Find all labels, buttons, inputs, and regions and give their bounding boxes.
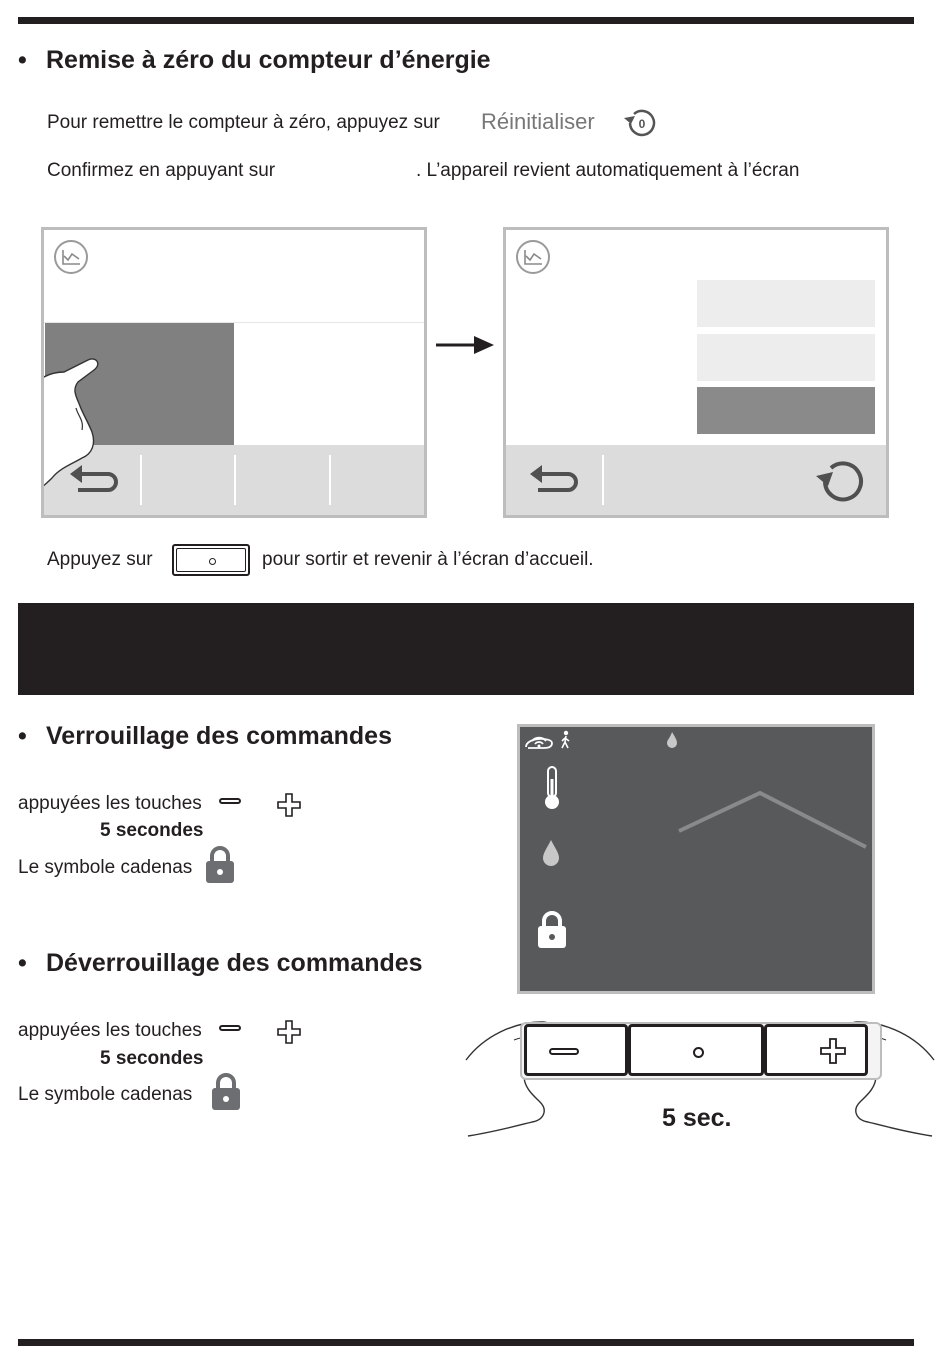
menu-option[interactable] — [697, 280, 875, 327]
unlock-duration: 5 secondes — [100, 1048, 204, 1069]
flame-icon — [666, 731, 678, 749]
press-duration-label: 5 sec. — [662, 1104, 732, 1132]
chart-icon — [54, 240, 88, 274]
drop-icon — [542, 839, 560, 867]
toolbar-separator — [234, 455, 236, 505]
reset-small-icon — [620, 106, 658, 140]
thermostat-screen — [517, 724, 875, 994]
reset-section-title: • Remise à zéro du compteur d’énergie — [18, 46, 491, 74]
toolbar-separator — [602, 455, 604, 505]
wifi-icon — [522, 729, 556, 751]
plus-icon — [276, 792, 302, 818]
device-keypad — [464, 1016, 936, 1142]
unlock-section-title: • Déverrouillage des commandes — [18, 949, 423, 977]
screen-after — [503, 227, 889, 518]
plus-icon — [819, 1037, 847, 1065]
bottom-rule — [18, 1339, 914, 1346]
plus-key-button[interactable] — [764, 1024, 868, 1076]
lock-section-title: • Verrouillage des commandes — [18, 722, 392, 750]
reset-instruction-line2-rest: . L’appareil revient automatiquement à l’écran — [416, 160, 800, 181]
toolbar-separator — [140, 455, 142, 505]
exit-instruction-suffix: pour sortir et revenir à l’écran d’accueil. — [262, 549, 594, 570]
padlock-icon — [210, 1071, 242, 1111]
menu-option[interactable] — [697, 334, 875, 381]
roof-graphic — [676, 787, 872, 853]
exit-instruction-prefix: Appuyez sur — [47, 549, 153, 570]
padlock-icon — [204, 844, 236, 884]
reset-instruction-line1: Pour remettre le compteur à zéro, appuyez sur — [47, 112, 440, 133]
screen-before — [41, 227, 427, 518]
toolbar-separator — [329, 455, 331, 505]
lock-keys-text: appuyées les touches — [18, 793, 202, 814]
section-header-band — [18, 603, 914, 695]
menu-option-confirm[interactable] — [697, 387, 875, 434]
padlock-icon — [536, 909, 568, 949]
reset-icon[interactable] — [811, 456, 867, 506]
unlock-keys-text: appuyées les touches — [18, 1020, 202, 1041]
reset-label: Réinitialiser — [481, 109, 595, 134]
minus-key-button[interactable] — [524, 1024, 628, 1076]
person-icon — [560, 730, 572, 750]
lock-symbol-text: Le symbole cadenas — [18, 857, 193, 878]
arrow-right-icon — [436, 334, 496, 356]
minus-icon — [549, 1048, 579, 1055]
home-button-icon — [172, 544, 250, 576]
back-arrow-icon[interactable] — [528, 462, 584, 498]
hand-icon — [41, 350, 126, 500]
thermometer-icon — [540, 765, 564, 811]
svg-text:0: 0 — [638, 117, 646, 131]
plus-icon — [276, 1019, 302, 1045]
minus-icon — [219, 798, 241, 804]
top-rule — [18, 17, 914, 24]
lock-duration: 5 secondes — [100, 820, 204, 841]
unlock-symbol-text: Le symbole cadenas — [18, 1084, 193, 1105]
minus-icon — [219, 1025, 241, 1031]
chart-icon — [516, 240, 550, 274]
reset-instruction-line2: Confirmez en appuyant sur — [47, 160, 276, 181]
home-key-button[interactable] — [628, 1024, 764, 1076]
